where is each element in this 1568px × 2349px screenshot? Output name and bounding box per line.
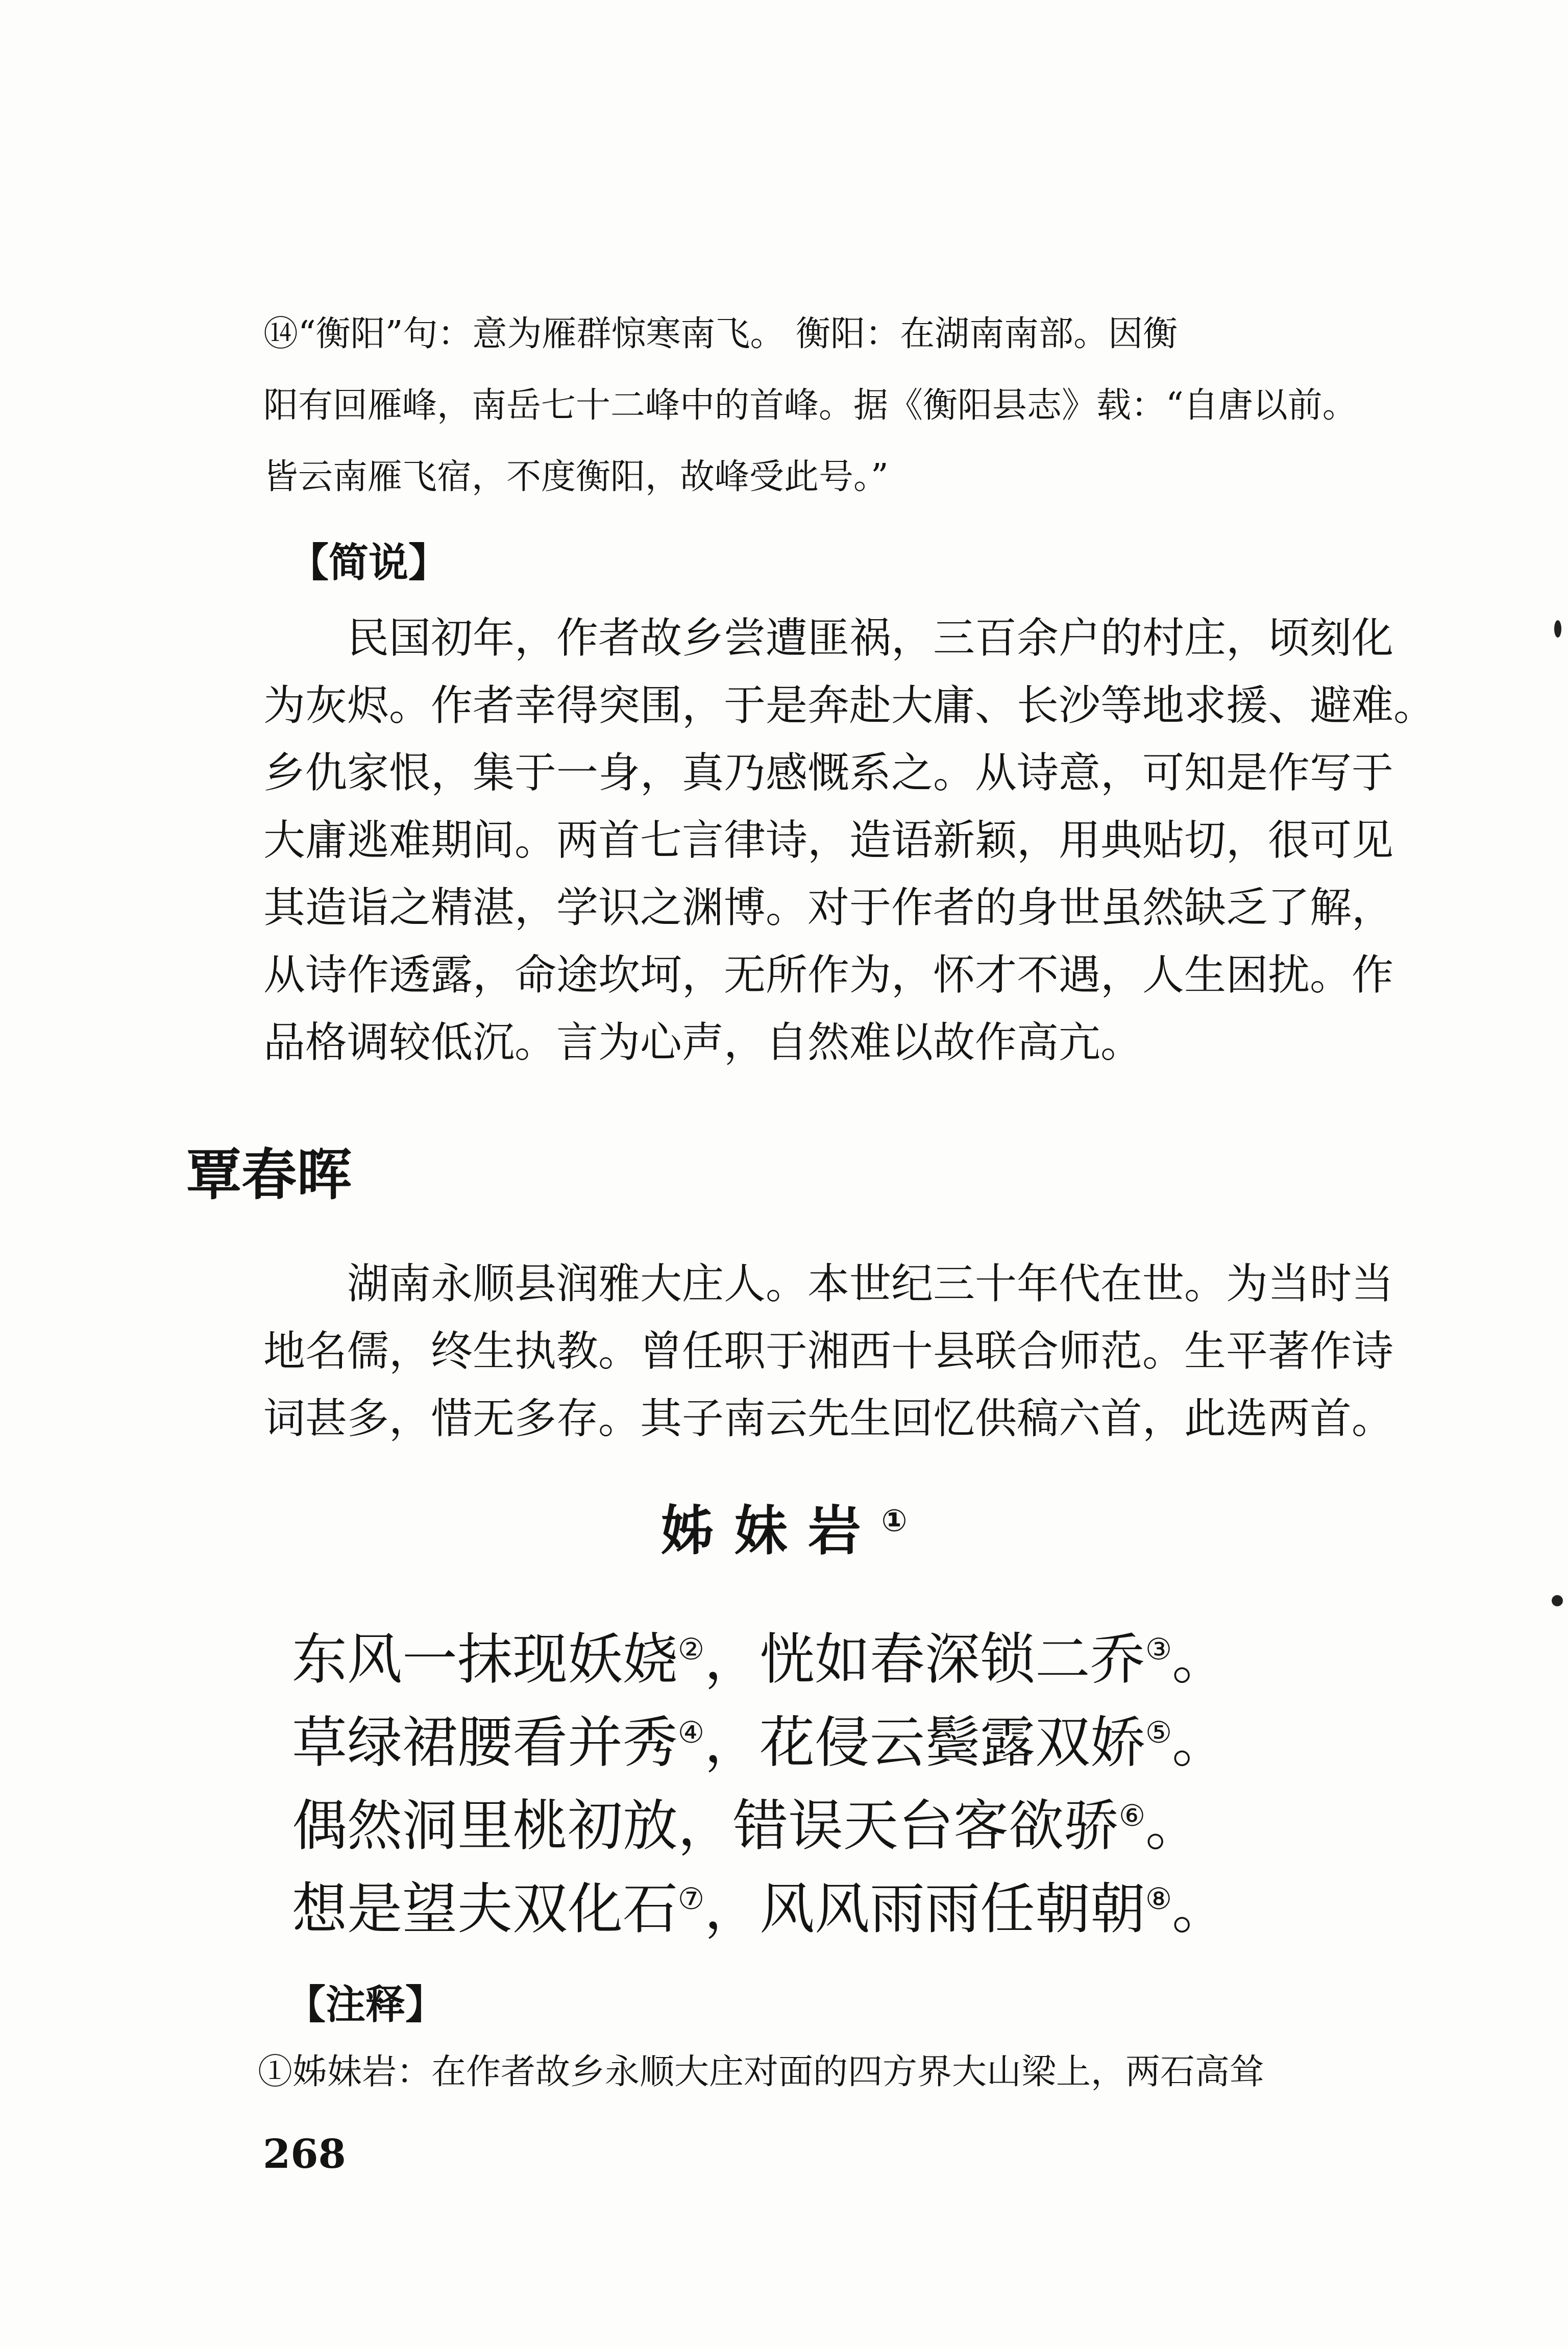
poem-line: 想是望夫双化石⑦，风风雨雨任朝朝⑧。 — [292, 1877, 1228, 1941]
poem-title-note-mark: ① — [881, 1503, 908, 1539]
poem-line: 草绿裙腰看并秀④，花侵云鬓露双娇⑤。 — [292, 1711, 1228, 1775]
bio-line: 地名儒，终生执教。曾任职于湘西十县联合师范。生平著作诗 — [263, 1327, 1394, 1376]
poem-title — [0, 1488, 1568, 1564]
page-number: 268 — [263, 2131, 346, 2177]
author-bio — [263, 1251, 1394, 1453]
paragraph-line: 其造诣之精湛，学识之渊博。对于作者的身世虽然缺乏了解， — [263, 884, 1394, 932]
scan-speck — [1552, 1595, 1563, 1606]
section-heading-zhushi: 【注释】 — [286, 1982, 446, 2028]
poem-line: 偶然洞里桃初放，错误天台客欲骄⑥。 — [292, 1794, 1201, 1858]
paragraph-line: 民国初年，作者故乡尝遭匪祸，三百余户的村庄，顷刻化 — [347, 614, 1394, 663]
commentary-paragraph — [263, 605, 1436, 1076]
paragraph-line: 为灰烬。作者幸得突围，于是奔赴大庸、长沙等地求援、避难。 — [263, 681, 1436, 730]
paragraph-line: 大庸逃难期间。两首七言律诗，造语新颖，用典贴切，很可见 — [263, 816, 1394, 865]
footnote-line: 皆云南雁飞宿，不度衡阳，故峰受此号。” — [263, 457, 889, 497]
poem-line: 东风一抹现妖娆②，恍如春深锁二乔③。 — [292, 1628, 1228, 1692]
poem-body — [292, 1613, 1227, 1946]
bio-line: 词甚多，惜无多存。其子南云先生回忆供稿六首，此选两首。 — [263, 1394, 1394, 1443]
paragraph-line: 从诗作透露，命途坎坷，无所作为，怀才不遇，人生困扰。作 — [263, 951, 1394, 999]
footnote-line: 阳有回雁峰，南岳七十二峰中的首峰。据《衡阳县志》载：“自唐以前。 — [263, 385, 1357, 426]
section-heading-jianshuo: 【简说】 — [289, 540, 449, 586]
footnote-line: ⑭“衡阳”句：意为雁群惊寒南飞。 衡阳：在湖南南部。因衡 — [263, 314, 1178, 354]
bio-line: 湖南永顺县润雅大庄人。本世纪三十年代在世。为当时当 — [347, 1260, 1394, 1308]
footnote-14 — [263, 299, 1366, 513]
poem-title-text: 姊妹岩 — [660, 1500, 881, 1562]
paragraph-line: 乡仇家恨，集于一身，真乃感慨系之。从诗意，可知是作写于 — [263, 749, 1394, 797]
paragraph-line: 品格调较低沉。言为心声，自然难以故作高亢。 — [263, 1018, 1143, 1067]
annotation-1: ①姊妹岩：在作者故乡永顺大庄对面的四方界大山梁上，两石高耸 — [258, 2052, 1265, 2092]
scan-speck — [1554, 620, 1561, 638]
author-name: 覃春晖 — [186, 1143, 352, 1207]
